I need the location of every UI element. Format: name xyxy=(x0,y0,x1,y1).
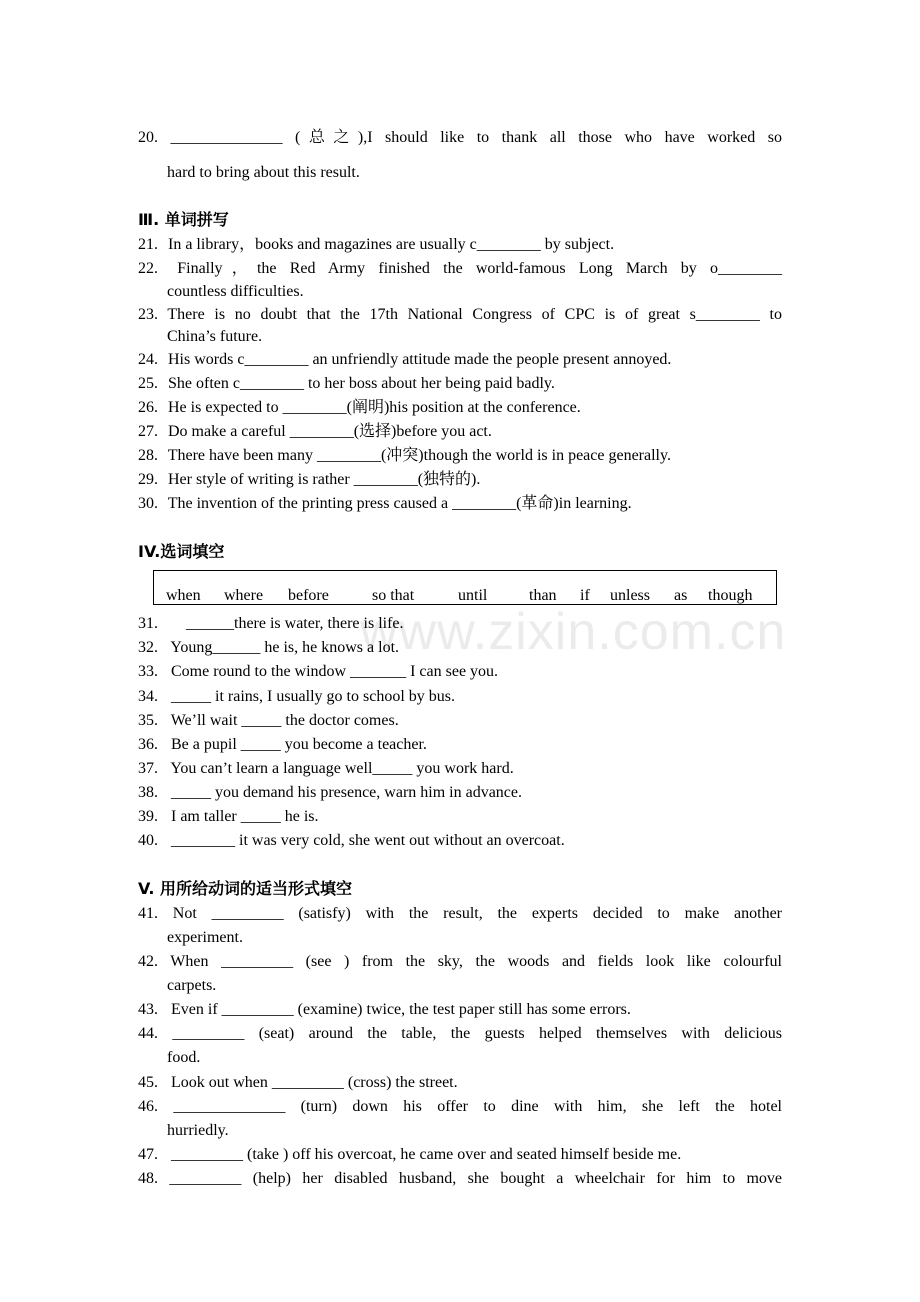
question-42-continued: carpets. xyxy=(167,977,217,994)
question-41-continued: experiment. xyxy=(167,929,243,946)
question-text: Young______ he is, he knows a lot. xyxy=(170,639,400,656)
question-text: ______________ (turn) down his offer to dine with him, she left the hotel xyxy=(173,1098,783,1115)
question-37 xyxy=(138,758,782,780)
question-number: 37. xyxy=(138,760,158,777)
question-number: 34. xyxy=(138,688,158,705)
question-text: Not _________ (satisfy) with the result, the experts decided to make another xyxy=(172,905,783,922)
section-5-title: V. 用所给动词的适当形式填空 xyxy=(138,879,352,898)
question-47 xyxy=(138,1144,782,1166)
question-text: Her style of writing is rather ________(独特的). xyxy=(168,471,481,488)
word-bank-box xyxy=(153,570,777,605)
question-number: 43. xyxy=(138,1001,158,1018)
question-38 xyxy=(138,782,782,804)
question-text: His words c________ an unfriendly attitude made the people present annoyed. xyxy=(168,351,672,368)
question-number: 23. xyxy=(138,306,158,323)
question-48 xyxy=(138,1168,782,1190)
question-45 xyxy=(138,1072,782,1094)
question-text: There is no doubt that the 17th National Congress of CPC is of great s________ to xyxy=(167,306,782,323)
question-22-continued: countless difficulties. xyxy=(167,283,304,300)
word-bank-word: until xyxy=(458,587,488,604)
question-text: Even if _________ (examine) twice, the test paper still has some errors. xyxy=(171,1001,631,1018)
question-text: You can’t learn a language well_____ you work hard. xyxy=(170,760,514,777)
question-32 xyxy=(138,637,782,659)
question-34 xyxy=(138,686,782,708)
word-bank-word: as xyxy=(674,587,688,604)
question-21 xyxy=(138,234,782,256)
question-text: The invention of the printing press caused a ________(革命)in learning. xyxy=(167,495,632,512)
question-20-continued: hard to bring about this result. xyxy=(167,164,360,181)
question-number: 38. xyxy=(138,784,158,801)
question-text: She often c________ to her boss about her being paid badly. xyxy=(168,375,555,392)
question-26 xyxy=(138,397,782,419)
question-number: 36. xyxy=(138,736,158,753)
question-number: 26. xyxy=(138,399,158,416)
question-number: 42. xyxy=(138,953,158,970)
question-number: 31. xyxy=(138,615,158,632)
question-number: 25. xyxy=(138,375,158,392)
question-text: _____ it rains, I usually go to school by bus. xyxy=(171,688,455,705)
question-number: 24. xyxy=(138,351,158,368)
question-39 xyxy=(138,806,782,828)
question-text: We’ll wait _____ the doctor comes. xyxy=(170,712,399,729)
word-bank-word: when xyxy=(166,587,201,604)
section-4-title: IV.选词填空 xyxy=(138,542,225,561)
question-text: In a library，books and magazines are usually c________ by subject. xyxy=(168,236,615,253)
question-text: Finally，the Red Army finished the world-famous Long March by o________ xyxy=(177,260,782,277)
question-number: 21. xyxy=(138,236,158,253)
question-25 xyxy=(138,373,782,395)
word-bank-word: unless xyxy=(610,587,650,604)
question-24 xyxy=(138,349,782,371)
question-35 xyxy=(138,710,782,732)
question-22 xyxy=(138,258,782,280)
question-23 xyxy=(138,304,782,326)
question-27 xyxy=(138,421,782,443)
question-number: 30. xyxy=(138,495,158,512)
question-29 xyxy=(138,469,782,491)
question-number: 46. xyxy=(138,1098,158,1115)
question-31 xyxy=(138,613,782,635)
word-bank-word: before xyxy=(288,587,329,604)
question-43 xyxy=(138,999,782,1021)
question-46 xyxy=(138,1096,782,1118)
question-number: 40. xyxy=(138,832,158,849)
word-bank-word: though xyxy=(708,587,753,604)
question-text: Do make a careful ________(选择)before you act. xyxy=(168,423,492,440)
question-41 xyxy=(138,903,782,925)
question-number: 22. xyxy=(138,260,158,277)
word-bank-word: if xyxy=(580,587,590,604)
question-number: 48. xyxy=(138,1170,158,1187)
question-number: 33. xyxy=(138,663,158,680)
question-text: _________ (take ) off his overcoat, he came over and seated himself beside me. xyxy=(171,1146,682,1163)
question-text: _________ (seat) around the table, the guests helped themselves with delicious xyxy=(172,1025,782,1042)
word-bank-word: where xyxy=(224,587,264,604)
question-text: He is expected to ________(阐明)his position at the conference. xyxy=(168,399,581,416)
question-number: 35. xyxy=(138,712,158,729)
question-text: ______there is water, there is life. xyxy=(186,615,404,632)
question-text: _____ you demand his presence, warn him in advance. xyxy=(171,784,523,801)
question-20 xyxy=(138,127,782,149)
question-46-continued: hurriedly. xyxy=(167,1122,229,1139)
question-number: 27. xyxy=(138,423,158,440)
question-44 xyxy=(138,1023,782,1045)
word-bank-word: so that xyxy=(372,587,415,604)
question-23-continued: China’s future. xyxy=(167,328,263,345)
section-3-title: Ⅲ. 单词拼写 xyxy=(138,210,229,229)
question-text: Look out when _________ (cross) the street. xyxy=(171,1074,458,1091)
question-42 xyxy=(138,951,782,973)
question-number: 29. xyxy=(138,471,158,488)
question-number: 39. xyxy=(138,808,158,825)
question-text: ________ it was very cold, she went out without an overcoat. xyxy=(171,832,565,849)
question-40 xyxy=(138,830,782,852)
word-bank-word: than xyxy=(529,587,557,604)
question-number: 47. xyxy=(138,1146,158,1163)
question-number: 28. xyxy=(138,447,158,464)
question-number: 44. xyxy=(138,1025,158,1042)
question-33 xyxy=(138,661,782,683)
question-number: 20. xyxy=(138,129,158,146)
question-36 xyxy=(138,734,782,756)
watermark: www.zixin.com.cn xyxy=(360,603,787,661)
question-text: There have been many ________(冲突)though the world is in peace generally. xyxy=(167,447,671,464)
question-number: 41. xyxy=(138,905,158,922)
question-number: 32. xyxy=(138,639,158,656)
question-44-continued: food. xyxy=(167,1049,201,1066)
question-text: ______________ (总之),I should like to thank all those who have worked so xyxy=(170,129,782,146)
question-30 xyxy=(138,493,782,515)
question-text: Be a pupil _____ you become a teacher. xyxy=(171,736,427,753)
question-text: Come round to the window _______ I can see you. xyxy=(171,663,499,680)
question-28 xyxy=(138,445,782,467)
question-number: 45. xyxy=(138,1074,158,1091)
question-text: I am taller _____ he is. xyxy=(171,808,319,825)
question-text: When _________ (see ) from the sky, the woods and fields look like colourful xyxy=(170,953,782,970)
question-text: _________ (help) her disabled husband, she bought a wheelchair for him to move xyxy=(169,1170,783,1187)
